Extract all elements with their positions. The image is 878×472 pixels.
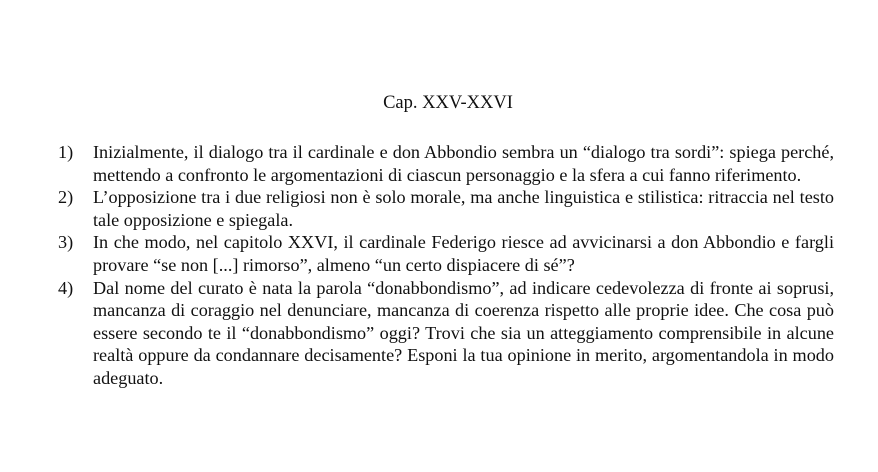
question-item	[58, 186, 834, 231]
question-number: 2)	[58, 187, 74, 208]
question-text: Inizialmente, il dialogo tra il cardinale e don Abbondio sembra un “dialogo tra sordi”: spiega perché, mettendo a confronto le argomentazioni di ciascun personaggio e la sfera a cui fanno riferimento.	[93, 142, 834, 185]
question-number: 3)	[58, 232, 74, 253]
question-list	[58, 141, 834, 390]
page-title: Cap. XXV-XXVI	[383, 93, 513, 113]
question-number: 1)	[58, 142, 74, 162]
question-item	[58, 141, 834, 186]
question-text: Dal nome del curato è nata la parola “donabbondismo”, ad indicare cedevolezza di fronte ai soprusi, mancanza di coraggio nel denunciare, mancanza di coerenza rispetto alle proprie idee. Che cosa può essere secondo te il “donabbondismo” oggi? Trovi che sia un atteggiamento comprensibile in alcune realtà oppure da condannare decisamente? Esponi la tua opinione in merito, argomentandola in modo adeguato.	[93, 277, 834, 388]
question-text: L’opposizione tra i due religiosi non è solo morale, ma anche linguistica e stilistica: ritraccia nel testo tale opposizione e spiegala.	[93, 187, 834, 230]
question-number: 4)	[58, 277, 74, 298]
question-item	[58, 277, 834, 390]
question-item	[58, 231, 834, 276]
question-text: In che modo, nel capitolo XXVI, il cardinale Federigo riesce ad avvicinarsi a don Abbondio e fargli provare “se non [...] rimorso”, almeno “un certo dispiacere di sé”?	[93, 232, 834, 275]
